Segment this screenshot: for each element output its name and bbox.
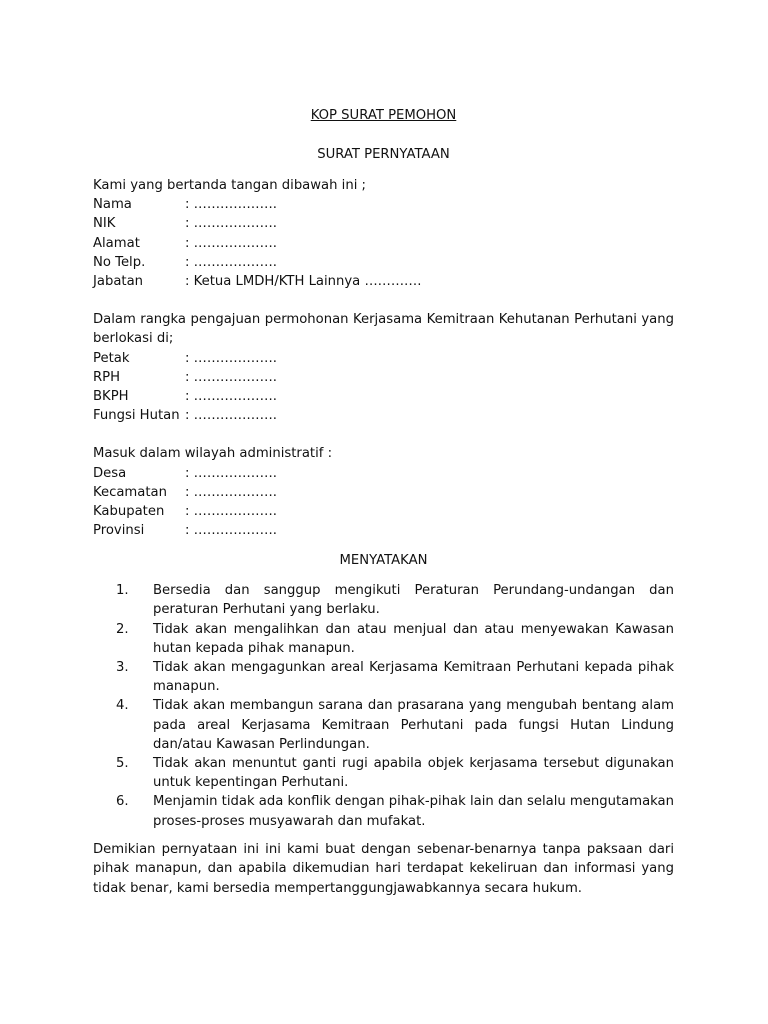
list-item [93, 620, 674, 658]
field-value: : ………………. [185, 235, 277, 251]
intro-text: Kami yang bertanda tangan dibawah ini ; [93, 178, 367, 193]
field-label: Provinsi [93, 523, 145, 539]
field-row-bkph [93, 387, 674, 406]
field-value: : ………………. [185, 350, 277, 366]
list-item [93, 658, 674, 696]
field-label: NIK [93, 216, 116, 232]
field-label: Kabupaten [93, 503, 165, 519]
declaration-heading: MENYATAKAN [339, 553, 428, 569]
field-row-nik [93, 214, 674, 233]
location-intro-line-2: berlokasi di; [93, 331, 174, 347]
field-row-jabatan [93, 272, 674, 291]
field-label: Alamat [93, 235, 140, 251]
field-label: Fungsi Hutan [93, 408, 180, 424]
list-item [93, 696, 674, 754]
item-number: 6. [116, 794, 129, 810]
field-value: : ………………. [185, 465, 277, 481]
item-text: Bersedia dan sanggup mengikuti Peraturan Perundang-undangan dan peraturan Perhutani yang berlaku. [153, 583, 674, 618]
field-label: No Telp. [93, 254, 146, 270]
field-label: Jabatan [93, 273, 144, 289]
location-fields [93, 349, 674, 426]
field-row-provinsi [93, 521, 674, 540]
field-label: Kecamatan [93, 484, 167, 500]
field-row-rph [93, 368, 674, 387]
field-value: : ………………. [185, 523, 277, 539]
field-row-petak [93, 349, 674, 368]
applicant-fields [93, 195, 674, 291]
admin-fields [93, 464, 674, 541]
field-row-telp [93, 253, 674, 272]
field-value: : ………………. [185, 369, 277, 385]
item-number: 3. [116, 660, 129, 676]
field-label: Desa [93, 465, 127, 481]
statement-list [93, 581, 674, 831]
field-label: Petak [93, 350, 130, 366]
letter-page [93, 106, 674, 898]
field-label: BKPH [93, 388, 129, 404]
field-value: : ………………. [185, 388, 277, 404]
list-item [93, 754, 674, 792]
field-row-kabupaten [93, 502, 674, 521]
list-item [93, 792, 674, 830]
item-number: 1. [116, 583, 129, 599]
closing-paragraph: Demikian pernyataan ini ini kami buat dengan sebenar-benarnya tanpa paksaan dari pihak manapun, dan apabila dikemudian hari terdapat kekeliruan dan informasi yang tidak benar, kami bersedia mempertanggungjawabkannya secara hukum. [93, 841, 674, 896]
field-value: : ………………. [185, 216, 277, 232]
admin-intro: Masuk dalam wilayah administratif : [93, 446, 333, 462]
item-number: 5. [116, 756, 129, 772]
letterhead-placeholder: KOP SURAT PEMOHON [310, 108, 457, 123]
location-intro [93, 310, 674, 348]
field-row-alamat [93, 234, 674, 253]
item-text: Tidak akan membangun sarana dan prasarana yang mengubah bentang alam pada areal Kerjasama Kemitraan Perhutani pada fungsi Hutan Lindung dan/atau Kawasan Perlindungan. [153, 698, 674, 752]
field-value: : ………………. [185, 484, 277, 500]
field-row-fungsi-hutan [93, 406, 674, 425]
item-number: 4. [116, 698, 129, 714]
field-value: : Ketua LMDH/KTH Lainnya …………. [185, 273, 422, 289]
item-text: Tidak akan mengalihkan dan atau menjual dan atau menyewakan Kawasan hutan kepada pihak manapun. [153, 621, 674, 656]
list-item [93, 581, 674, 619]
field-label: RPH [93, 369, 121, 385]
field-value: : ………………. [185, 408, 277, 424]
item-text: Tidak akan menuntut ganti rugi apabila objek kerjasama tersebut digunakan untuk kepentingan Perhutani. [153, 756, 674, 791]
item-text: Menjamin tidak ada konflik dengan pihak-pihak lain dan selalu mengutamakan proses-proses musyawarah dan mufakat. [153, 794, 674, 829]
location-intro-line-1: Dalam rangka pengajuan permohonan Kerjasama Kemitraan Kehutanan Perhutani yang [93, 312, 674, 328]
field-row-desa [93, 464, 674, 483]
field-value: : ………………. [185, 503, 277, 519]
field-value: : ………………. [185, 197, 277, 213]
field-row-nama [93, 195, 674, 214]
item-number: 2. [116, 621, 129, 637]
item-text: Tidak akan mengagunkan areal Kerjasama Kemitraan Perhutani kepada pihak manapun. [153, 660, 674, 695]
letter-title: SURAT PERNYATAAN [317, 147, 450, 162]
field-row-kecamatan [93, 483, 674, 502]
field-label: Nama [93, 197, 132, 213]
field-value: : ………………. [185, 254, 277, 270]
